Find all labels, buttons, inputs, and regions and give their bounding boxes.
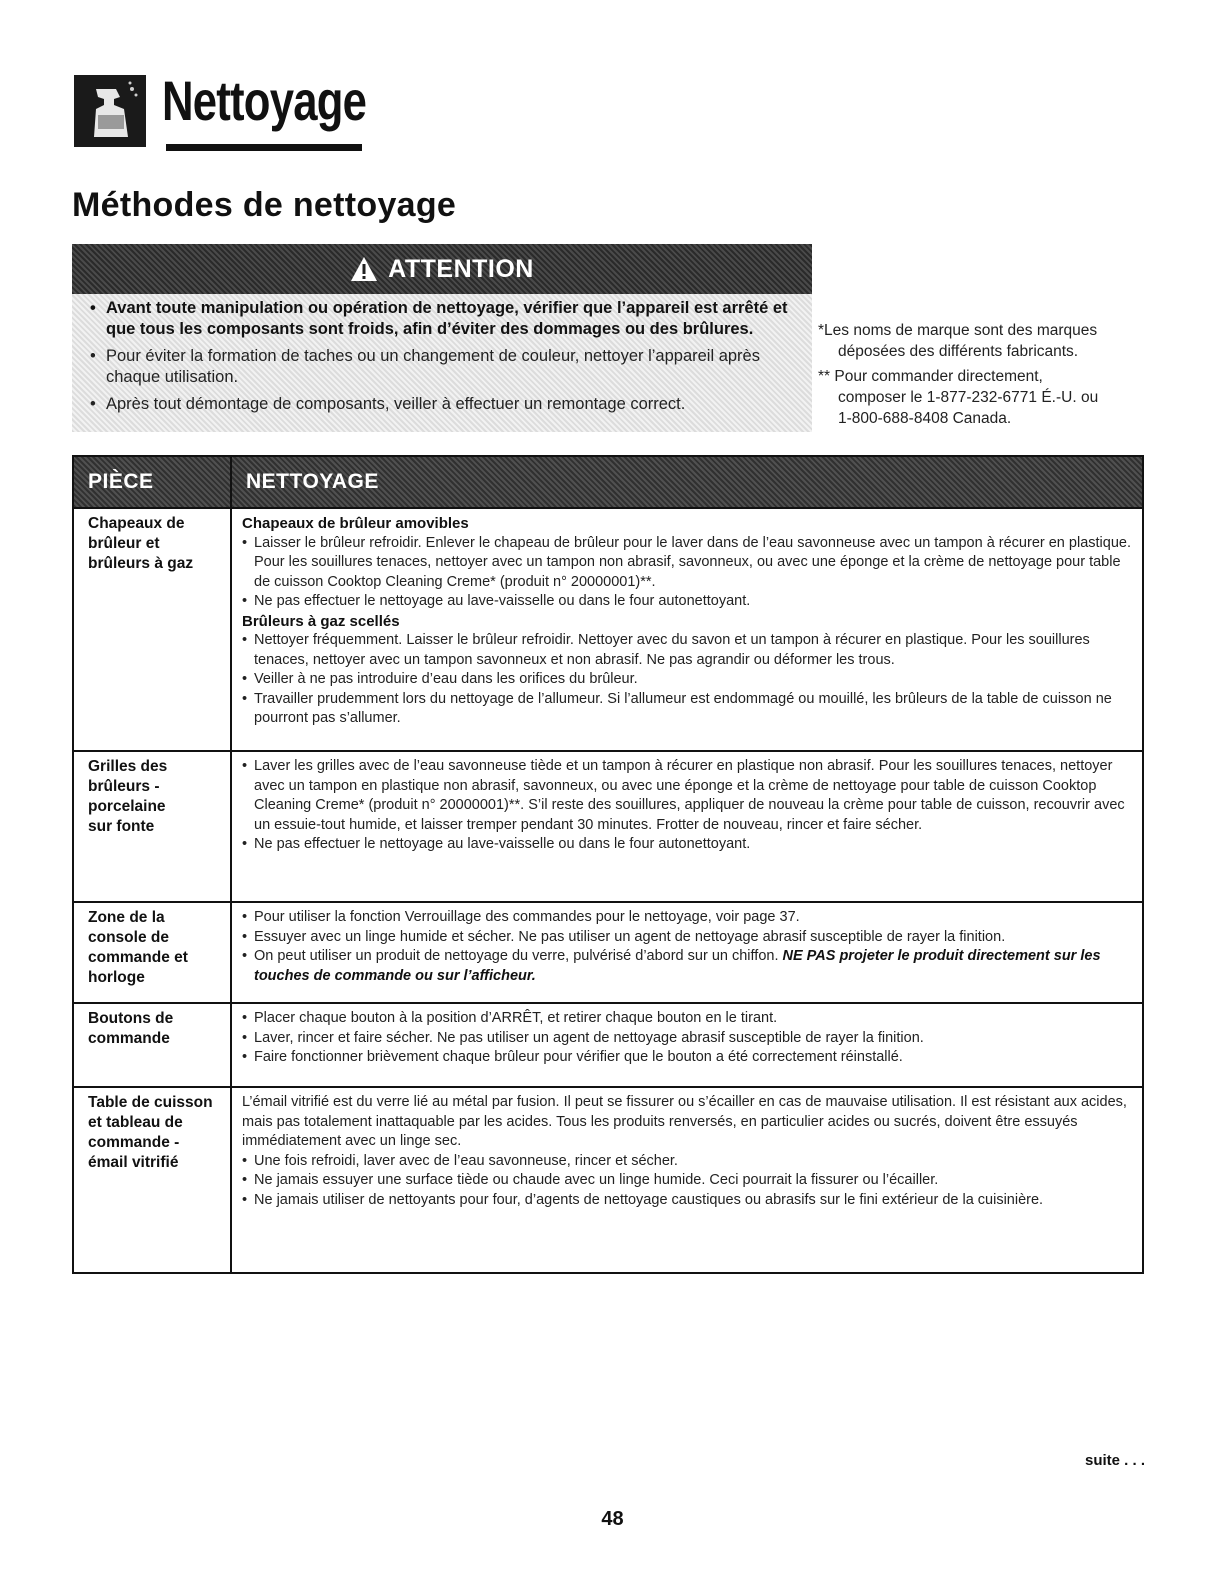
attention-item: • Avant toute manipulation ou opération de nettoyage, vérifier que l’appareil est arrêté et que tous les composants sont froids, afin d’éviter des dommages ou des brûlures. [90, 298, 794, 340]
spray-bottle-icon [74, 75, 146, 147]
title-underline [166, 144, 362, 151]
attention-header [72, 244, 812, 294]
piece-label: horloge [88, 969, 145, 986]
page-title: Nettoyage [162, 69, 367, 132]
order-note [818, 366, 1158, 429]
attention-title: ATTENTION [388, 254, 534, 283]
piece-label: Grilles des [88, 758, 168, 775]
piece-cell [73, 1003, 231, 1087]
piece-cell [73, 1087, 231, 1273]
bullet-list [242, 757, 1134, 855]
bullet-item: • Faire fonctionner brièvement chaque brûleur pour vérifier que le bouton a été correctement réinstallé. [242, 1048, 1134, 1068]
bullet-item: • Laver les grilles avec de l’eau savonneuse tiède et un tampon à récurer en plastique non abrasif. Pour les souillures tenaces, nettoyer avec un tampon en plastique non abrasif, savonneux, ou avec une éponge et la crème de nettoyage pour table de cuisson Cooktop Cleaning Creme* (produit n° 20000001)**. S’il reste des souillures, appliquer de nouveau la crème pour table de cuisson, recouvrir avec un essuie-tout humide, et laisser tremper pendant 30 minutes. Frotter de nouveau, rincer et faire sécher. [242, 757, 1134, 835]
note-line: ** Pour commander directement, [818, 368, 1043, 385]
bullet-item: • Ne jamais utiliser de nettoyants pour four, d’agents de nettoyage caustiques ou abrasifs sur le fini extérieur de la cuisinière. [242, 1191, 1134, 1211]
subheading: Brûleurs à gaz scellés [242, 612, 400, 630]
note-line: déposées des différents fabricants. [838, 343, 1079, 360]
note-line: *Les noms de marque sont des marques [818, 322, 1098, 339]
bullet-list [242, 1152, 1134, 1211]
piece-label: commande et [88, 949, 188, 966]
bullet-item: • Laisser le brûleur refroidir. Enlever le chapeau de brûleur pour le laver dans de l’eau savonneuse avec un tampon à récurer en plastique. Pour les souillures tenaces, nettoyer avec un tampon non abrasif, savonneux, ou avec une éponge et la crème de nettoyage pour table de cuisson Cooktop Cleaning Creme* (produit n° 20000001)**. [242, 534, 1134, 593]
piece-cell [73, 902, 231, 1003]
bullet-list [242, 631, 1134, 729]
header-cleaning: NETTOYAGE [231, 456, 1143, 508]
piece-cell [73, 508, 231, 751]
piece-label: commande [88, 1030, 170, 1047]
bullet-item: • Placer chaque bouton à la position d’ARRÊT, et retirer chaque bouton en le tirant. [242, 1009, 1134, 1029]
table-row [73, 1003, 1143, 1087]
table-row [73, 508, 1143, 751]
bullet-item: • Une fois refroidi, laver avec de l’eau savonneuse, rincer et sécher. [242, 1152, 1134, 1172]
table-row [73, 1087, 1143, 1273]
piece-label: brûleurs - [88, 778, 160, 795]
cleaning-cell [231, 1087, 1143, 1273]
cleaning-cell [231, 902, 1143, 1003]
side-notes [818, 320, 1158, 433]
table-row [73, 751, 1143, 902]
subheading: Chapeaux de brûleur amovibles [242, 515, 469, 532]
piece-label: et tableau de [88, 1114, 183, 1131]
bullet-item: • Laver, rincer et faire sécher. Ne pas utiliser un agent de nettoyage abrasif susceptible de rayer la finition. [242, 1029, 1134, 1049]
piece-label: Boutons de [88, 1010, 174, 1027]
table-row [73, 902, 1143, 1003]
piece-label: console de [88, 929, 169, 946]
bullet-item: • Ne pas effectuer le nettoyage au lave-vaisselle ou dans le four autonettoyant. [242, 835, 1134, 855]
cleaning-table [72, 455, 1144, 1274]
attention-box [72, 244, 812, 432]
paragraph: L’émail vitrifié est du verre lié au métal par fusion. Il peut se fissurer ou s’écailler en cas de mauvaise utilisation. Il est résistant aux acides, mais pas totalement inattaquable par les acides. Tous les produits renversés, en particulier acides ou sucrés, doivent être essuyés immédiatement avec un linge sec. [242, 1094, 1127, 1149]
trademark-note [818, 320, 1158, 362]
emphasis-warning: NE PAS projeter le produit directement sur les touches de commande ou sur l’afficheur. [254, 948, 1101, 984]
piece-label: commande - [88, 1134, 180, 1151]
note-line: composer le 1-877-232-6771 É.-U. ou [838, 389, 1099, 406]
bullet-item: • Pour utiliser la fonction Verrouillage des commandes pour le nettoyage, voir page 37. [242, 908, 1134, 928]
bullet-list [242, 1009, 1134, 1068]
piece-label: brûleur et [88, 535, 160, 552]
attention-item: • Pour éviter la formation de taches ou un changement de couleur, nettoyer l’appareil après chaque utilisation. [90, 346, 794, 388]
piece-label: Table de cuisson [88, 1094, 213, 1111]
piece-label: brûleurs à gaz [88, 555, 194, 572]
bullet-list [242, 534, 1134, 612]
section-title: Méthodes de nettoyage [72, 186, 457, 224]
bullet-text: On peut utiliser un produit de nettoyage du verre, pulvérisé d’abord sur un chiffon. [254, 948, 783, 964]
bullet-item: • Travailler prudemment lors du nettoyage de l’allumeur. Si l’allumeur est endommagé ou mouillé, les brûleurs de la table de cuisson ne pourront pas s’allumer. [242, 690, 1134, 729]
bullet-item [242, 947, 1134, 986]
piece-label: émail vitrifié [88, 1154, 179, 1171]
piece-label: porcelaine [88, 798, 166, 815]
attention-item: • Après tout démontage de composants, veiller à effectuer un remontage correct. [90, 394, 794, 415]
note-line: 1-800-688-8408 Canada. [838, 410, 1012, 427]
cleaning-cell [231, 1003, 1143, 1087]
cleaning-cell [231, 751, 1143, 902]
cleaning-cell [231, 508, 1143, 751]
bullet-item: • Ne jamais essuyer une surface tiède ou chaude avec un linge humide. Ceci pourrait la fissurer ou l’écailler. [242, 1171, 1134, 1191]
piece-label: sur fonte [88, 818, 155, 835]
piece-label: Zone de la [88, 909, 165, 926]
bullet-item: • Nettoyer fréquemment. Laisser le brûleur refroidir. Nettoyer avec du savon et un tampon à récurer en plastique. Pour les souillures tenaces, nettoyer avec un tampon savonneux et non abrasif. Ne pas agrandir ou déformer les trous. [242, 631, 1134, 670]
bullet-item: • Ne pas effectuer le nettoyage au lave-vaisselle ou dans le four autonettoyant. [242, 592, 1134, 612]
bullet-list [242, 908, 1134, 986]
warning-triangle-icon [350, 256, 378, 282]
table-header-row [73, 456, 1143, 508]
page-number: 48 [601, 1508, 624, 1530]
piece-label: Chapeaux de [88, 515, 185, 532]
attention-list [72, 294, 812, 415]
piece-cell [73, 751, 231, 902]
header-piece: PIÈCE [73, 456, 231, 508]
continued-label: suite . . . [1084, 1452, 1145, 1469]
bullet-item: • Essuyer avec un linge humide et sécher. Ne pas utiliser un agent de nettoyage abrasif susceptible de rayer la finition. [242, 928, 1134, 948]
bullet-item: • Veiller à ne pas introduire d’eau dans les orifices du brûleur. [242, 670, 1134, 690]
